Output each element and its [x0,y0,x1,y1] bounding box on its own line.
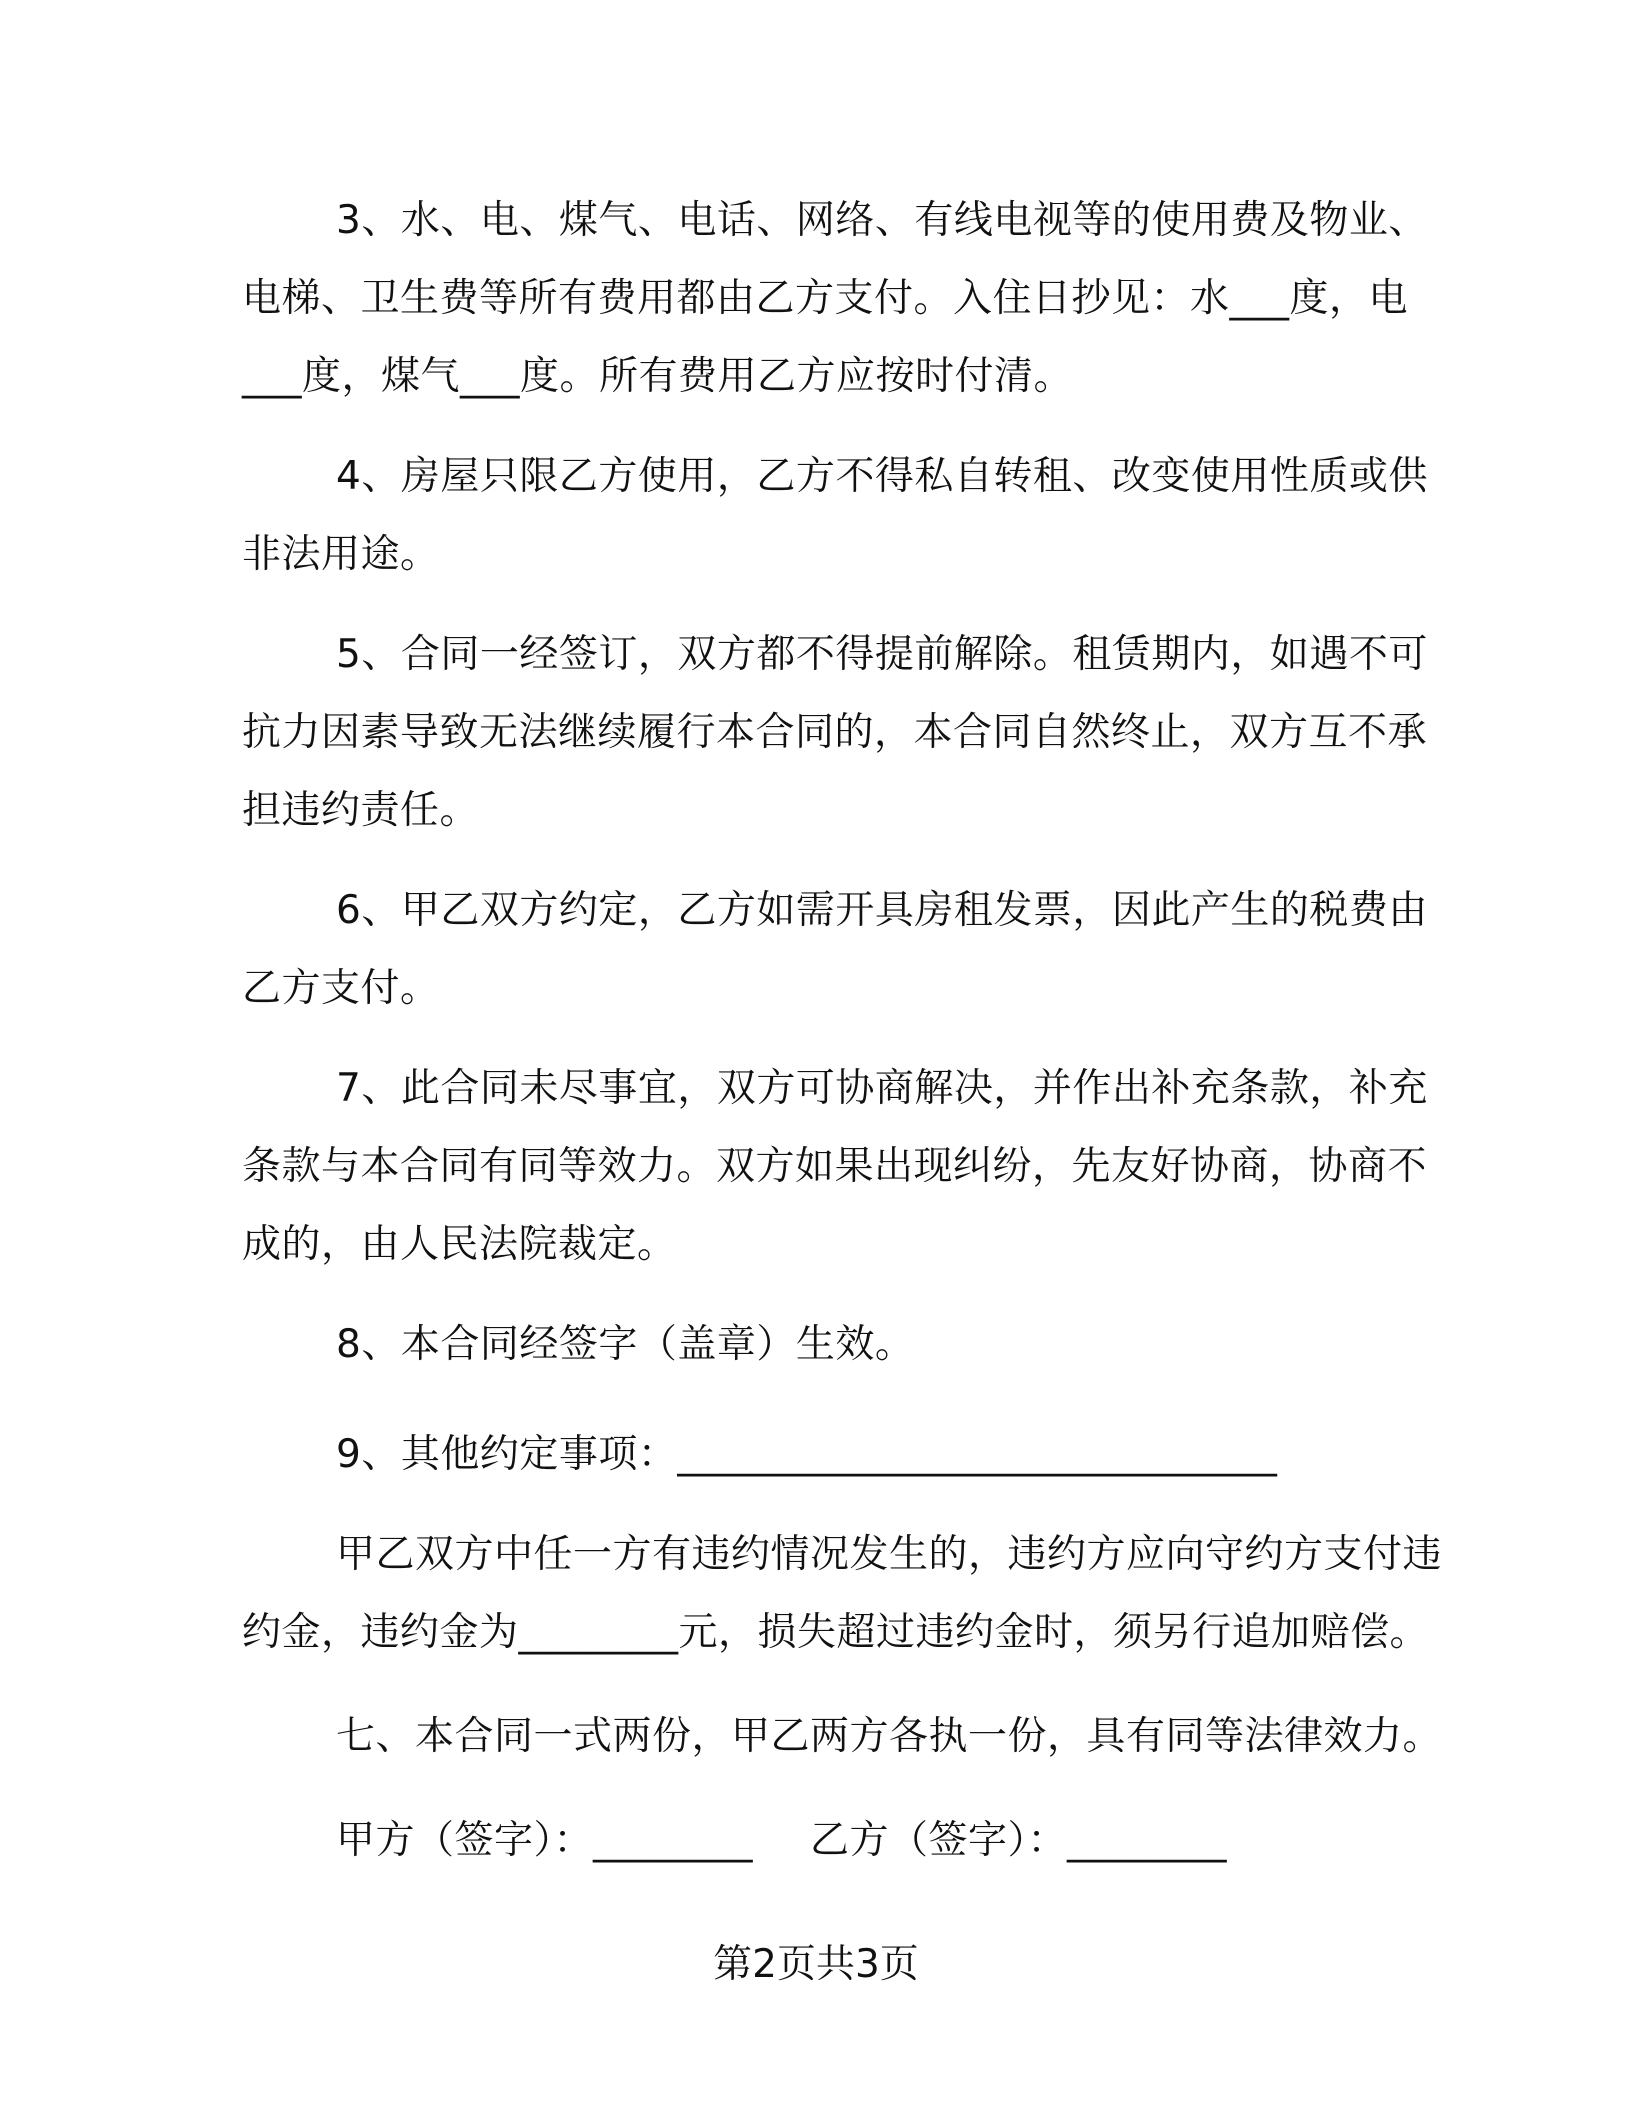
clause-5-line-3: 担违约责任。 [242,788,480,833]
signature-party-b: 乙方（签字）：________ [810,1818,1228,1863]
clause-7-line-3: 成的，由人民法院裁定。 [242,1222,677,1267]
clause-3-line-1: 3、水、电、煤气、电话、网络、有线电视等的使用费及物业、 [336,198,1428,243]
signature-party-a: 甲方（签字）：________ [336,1818,754,1863]
clause-8-line-1: 8、本合同经签字（盖章）生效。 [336,1322,915,1367]
clause-4-line-2: 非法用途。 [242,532,440,577]
clause-6-line-2: 乙方支付。 [242,966,440,1011]
clause-5-line-2: 抗力因素导致无法继续履行本合同的，本合同自然终止，双方互不承 [242,710,1428,755]
section-7-line-1: 七、本合同一式两份，甲乙两方各执一份，具有同等法律效力。 [336,1714,1443,1759]
breach-line-1: 甲乙双方中任一方有违约情况发生的，违约方应向守约方支付违 [336,1532,1443,1577]
clause-6-line-1: 6、甲乙双方约定，乙方如需开具房租发票，因此产生的税费由 [336,888,1428,933]
clause-7-line-2: 条款与本合同有同等效力。双方如果出现纠纷，先友好协商，协商不 [242,1144,1428,1189]
clause-9-line-1: 9、其他约定事项：______________________________ [336,1432,1278,1477]
clause-5-line-1: 5、合同一经签订，双方都不得提前解除。租赁期内，如遇不可 [336,632,1428,677]
clause-3-line-2: 电梯、卫生费等所有费用都由乙方支付。入住日抄见：水___度，电 [242,276,1409,321]
clause-7-line-1: 7、此合同未尽事宜，双方可协商解决，并作出补充条款，补充 [336,1066,1428,1111]
breach-line-2: 约金，违约金为________元，损失超过违约金时，须另行追加赔偿。 [242,1610,1430,1655]
page-number: 第2页共3页 [713,1942,919,1987]
clause-3-line-3: ___度，煤气___度。所有费用乙方应按时付清。 [242,354,1074,399]
clause-4-line-1: 4、房屋只限乙方使用，乙方不得私自转租、改变使用性质或供 [336,454,1428,499]
